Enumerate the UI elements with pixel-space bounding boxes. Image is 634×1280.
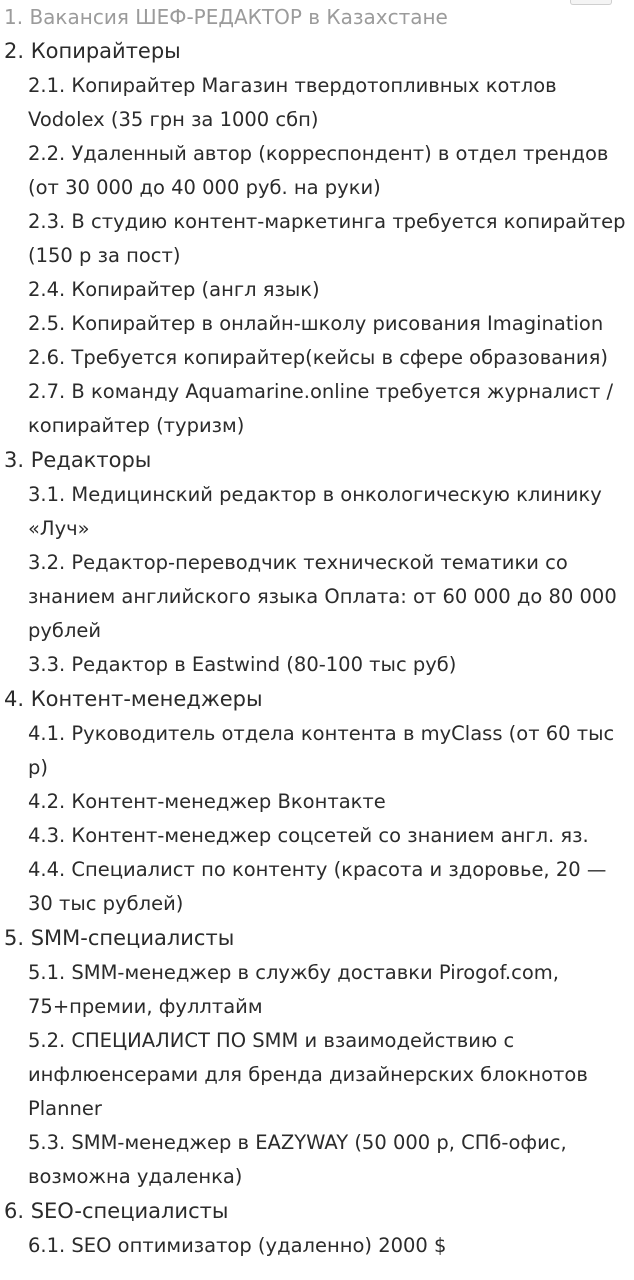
toc-item-5-1[interactable] [0, 956, 628, 1024]
toc-item-2-7[interactable] [0, 375, 628, 443]
item-line: р) [28, 756, 48, 779]
toc-item-4-3[interactable] [0, 819, 628, 853]
item-line: 2.1. Копирайтер Магазин твердотопливных котлов [28, 74, 557, 97]
item-line: 4.2. Контент-менеджер Вконтакте [28, 790, 386, 813]
item-line: 30 тыс рублей) [28, 892, 184, 915]
toc-item-2-2[interactable] [0, 137, 628, 205]
toc-item-1[interactable] [0, 0, 634, 34]
toc-item-6-1[interactable] [0, 1229, 628, 1263]
item-line: 2.2. Удаленный автор (корреспондент) в отдел трендов [28, 142, 609, 165]
item-line: Planner [28, 1097, 102, 1120]
item-line: 4.4. Специалист по контенту (красота и здоровье, 20 — [28, 858, 607, 881]
item-line: 5.1. SMM-менеджер в службу доставки Pirogof.com, [28, 961, 559, 984]
item-line: 2.4. Копирайтер (англ язык) [28, 278, 320, 301]
section-title[interactable]: 6. SEO-специалисты [4, 1199, 229, 1223]
toc-section-copywriters[interactable] [0, 34, 634, 69]
item-line: (от 30 000 до 40 000 руб. на руки) [28, 176, 381, 199]
item-line: Vodolex (35 грн за 1000 сбп) [28, 108, 319, 131]
toc-section-seo[interactable] [0, 1194, 634, 1229]
toc-item-4-1[interactable] [0, 717, 628, 785]
item-line: 5.2. СПЕЦИАЛИСТ ПО SMM и взаимодействию с [28, 1029, 515, 1052]
item-line: (150 р за пост) [28, 244, 181, 267]
toc-item-3-3[interactable] [0, 648, 628, 682]
toc-section-content-managers[interactable] [0, 682, 634, 717]
section-title[interactable]: 3. Редакторы [4, 448, 152, 472]
toc-item-2-5[interactable] [0, 307, 628, 341]
item-line: 3.2. Редактор-переводчик технической тематики со [28, 551, 568, 574]
item-line: 5.3. SMM-менеджер в EAZYWAY (50 000 р, СПб-офис, [28, 1131, 567, 1154]
item-line: рублей [28, 619, 102, 642]
item-line: 75+премии, фуллтайм [28, 995, 263, 1018]
item-line: 2.6. Требуется копирайтер(кейсы в сфере образования) [28, 346, 608, 369]
toc-item-3-1[interactable] [0, 478, 628, 546]
toc-section-smm[interactable] [0, 921, 634, 956]
item-line: 2.7. В команду Aquamarine.online требуется журналист / [28, 380, 614, 403]
item-line: возможна удаленка) [28, 1165, 243, 1188]
toc-item-2-4[interactable] [0, 273, 628, 307]
toc-item-5-3[interactable] [0, 1126, 628, 1194]
toc-item-4-2[interactable] [0, 785, 628, 819]
item-line: 2.5. Копирайтер в онлайн-школу рисования Imagination [28, 312, 604, 335]
item-line: 4.3. Контент-менеджер соцсетей со знанием англ. яз. [28, 824, 589, 847]
toc-item-2-6[interactable] [0, 341, 628, 375]
item-line: 6.1. SEO оптимизатор (удаленно) 2000 $ [28, 1234, 447, 1257]
toc-section-editors[interactable] [0, 443, 634, 478]
item-line: инфлюенсерами для бренда дизайнерских блокнотов [28, 1063, 588, 1086]
item-line: 2.3. В студию контент-маркетинга требуется копирайтер [28, 210, 626, 233]
item-line: 3.3. Редактор в Eastwind (80-100 тыс руб) [28, 653, 457, 676]
toc-item-1-link[interactable]: 1. Вакансия ШЕФ-РЕДАКТОР в Казахстане [4, 5, 448, 29]
item-line: знанием английского языка Оплата: от 60 000 до 80 000 [28, 585, 617, 608]
item-line: 4.1. Руководитель отдела контента в myClass (от 60 тыс [28, 722, 615, 745]
toc-item-3-2[interactable] [0, 546, 628, 648]
item-line: копирайтер (туризм) [28, 414, 245, 437]
toc-item-2-1[interactable] [0, 69, 628, 137]
item-line: «Луч» [28, 517, 90, 540]
toc-item-2-3[interactable] [0, 205, 628, 273]
section-title[interactable]: 2. Копирайтеры [4, 39, 181, 63]
item-line: 3.1. Медицинский редактор в онкологическую клинику [28, 483, 602, 506]
toc-item-5-2[interactable] [0, 1024, 628, 1126]
section-title[interactable]: 5. SMM-специалисты [4, 926, 235, 950]
toc-item-4-4[interactable] [0, 853, 628, 921]
section-title[interactable]: 4. Контент-менеджеры [4, 687, 263, 711]
